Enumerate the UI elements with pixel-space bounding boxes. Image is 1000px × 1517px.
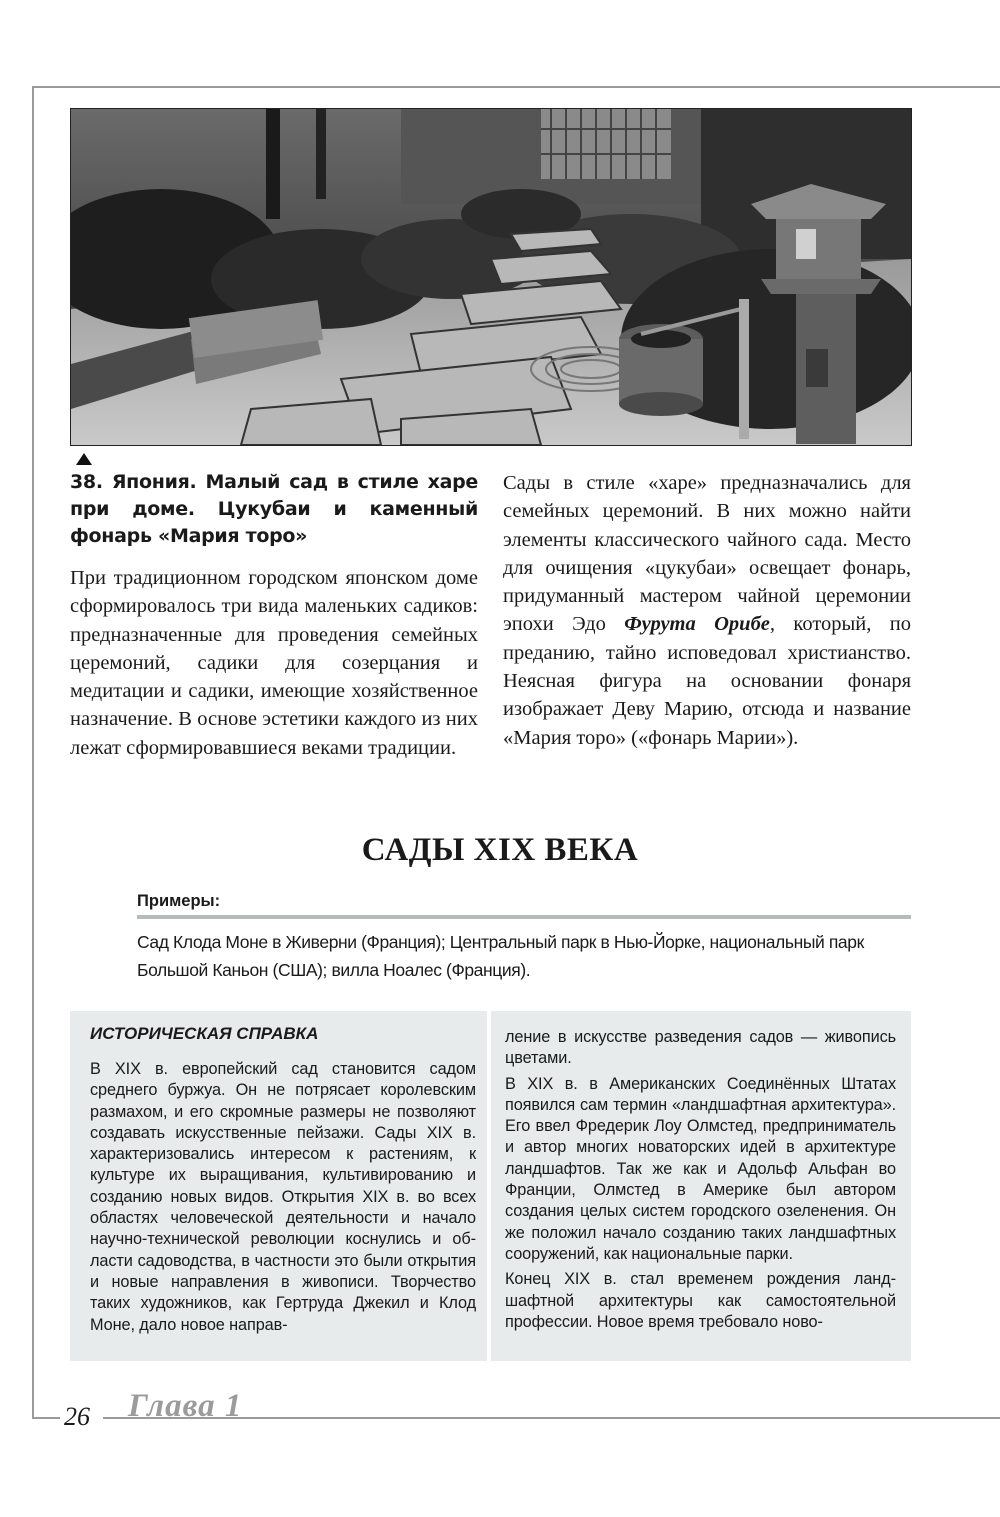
historical-note-paragraph: В XIX в. в Американских Соединённых Штатах появился сам термин «ландшафтная архитектура». Его ввел Фредерик Лоу Олмстед, предприниматель и автор многих новаторских идей в архитектуре ландшафтов. Так же как и Адольф Альфан во Франции, Олмстед в Америке был автором создания целых систем городского озеленения. Он же положил начало созданию таких ландшафтных сооружений, как национальные парки. (505, 1074, 896, 1263)
figure-caption: 38. Япония. Малый сад в стиле харе при доме. Цукубаи и каменный фонарь «Мария торо» (70, 471, 478, 547)
right-column-paragraph (503, 469, 911, 752)
historical-note-paragraph: ление в искусстве разведения садов — живопись цветами. (505, 1028, 896, 1068)
examples-label: Примеры: (137, 892, 221, 910)
chapter-label: Глава 1 (128, 1388, 243, 1424)
page-frame-top (32, 86, 1000, 88)
examples-divider (137, 915, 911, 919)
historical-note-title: ИСТОРИЧЕСКАЯ СПРАВКА (90, 1024, 319, 1043)
left-column-paragraph: При традиционном городском японском доме сформировалось три вида маленьких садиков: предназначенные для проведения семейных церемоний, садики для созерцания и медитации и садики, имеющие хозяйственное назначение. В основе эстетики каждого из них лежат сформировавшиеся веками традиции. (70, 567, 478, 759)
historical-note-right-text (505, 1027, 896, 1337)
right-column-part2: , который, по преданию, тайно исповедовал христианство. Неясная фигура на основании фонаря изображает Деву Марию, отсюда и название «Мария торо» («фонарь Марии»). (503, 613, 911, 749)
page-frame-bottom-left (32, 1417, 60, 1419)
examples-text: Сад Клода Моне в Живерни (Франция); Центральный парк в Нью-Йорке, национальный парк Большой Каньон (США); вилла Ноалес (Франция). (137, 932, 864, 980)
garden-photo (70, 108, 912, 446)
caption-arrow-icon (76, 453, 92, 465)
person-name: Фурута Орибе (624, 613, 770, 636)
right-column-part1: Сады в стиле «харе» предназначались для семейных церемоний. В них можно найти элементы классического чайного сада. Место для очищения «цукубаи» освещает фонарь, придуманный мастером чайной церемонии эпохи Эдо (503, 472, 911, 636)
page-frame-left (32, 86, 34, 1418)
historical-note-paragraph: Конец XIX в. стал временем рождения ландшафтной архитектуры как самостоятельной профессии. Новое время требовало ново- (505, 1270, 896, 1331)
historical-note-left-text: В XIX в. европейский сад становится садом среднего буржуа. Он не потрясает королевским размахом, и его скромные размеры не позволяют создавать искусственные пейзажи. Сады XIX в. характеризовались интересом к растениям, к культуре их выращивания, культивированию и созданию новых видов. Открытия XIX в. во всех областях человеческой деятельности и начало научно-технической революции коснулись и области садоводства, в частности это были открытия и новые направления в живописи. Творчество таких художников, как Гертруда Джекил и Клод Моне, дало новое направ- (90, 1060, 476, 1334)
page-number: 26 (64, 1402, 90, 1431)
section-title: САДЫ XIX ВЕКА (361, 832, 639, 868)
